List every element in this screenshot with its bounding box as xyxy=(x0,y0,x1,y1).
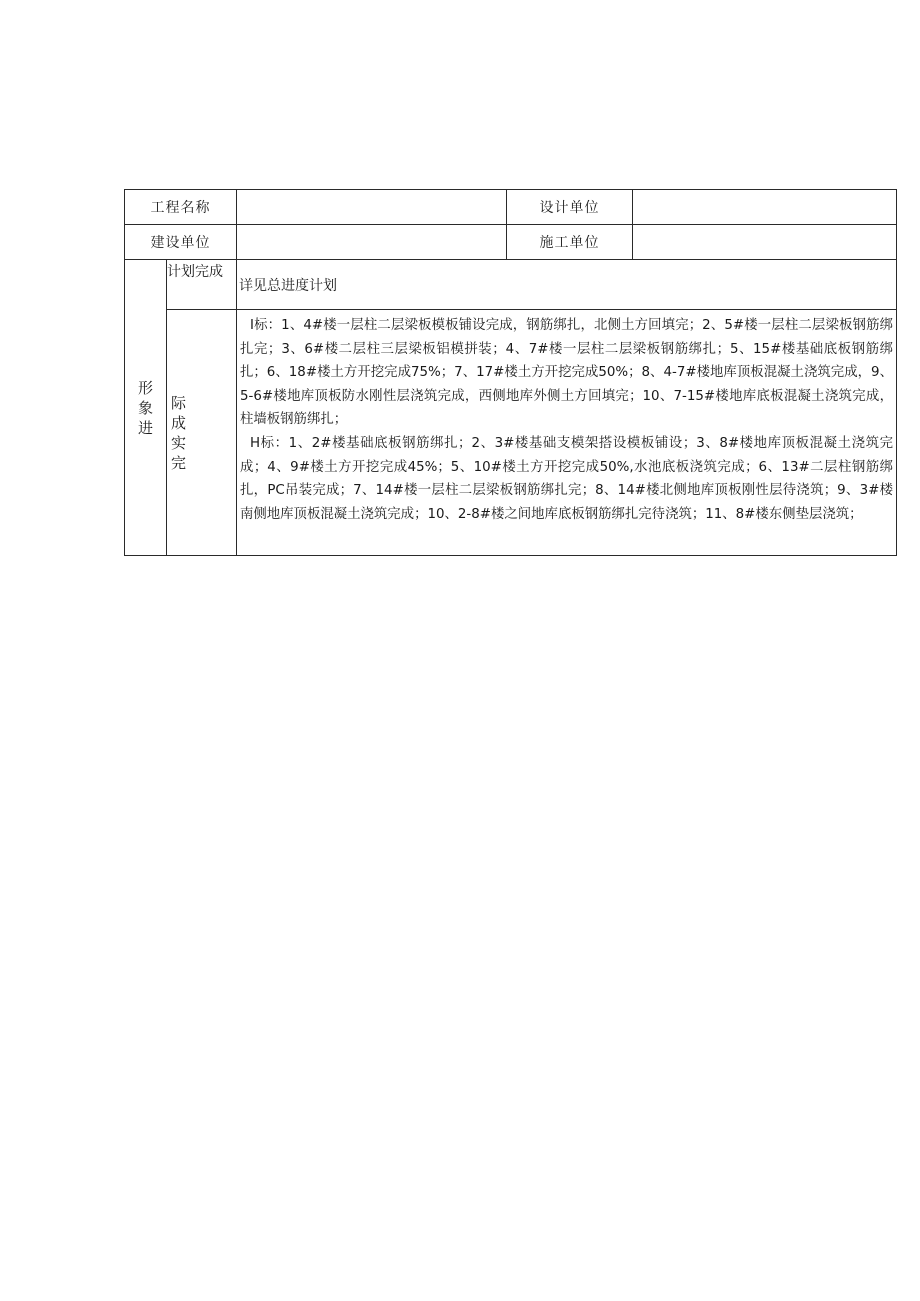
plan-label: 计划完成 xyxy=(167,260,237,310)
actual-progress-content xyxy=(237,310,897,556)
plan-row xyxy=(125,260,897,310)
progress-label: 形象进 xyxy=(138,378,154,437)
actual-label-cell xyxy=(167,310,237,556)
build-unit-label: 建设单位 xyxy=(125,225,237,260)
progress-report-table xyxy=(124,189,897,556)
actual-row xyxy=(125,310,897,556)
section-i-text: I标：1、4#楼一层柱二层梁板模板铺设完成，钢筋绑扎，北侧土方回填完；2、5#楼一层柱二层梁板钢筋绑扎完；3、6#楼二层柱三层梁板铝模拼装；4、7#楼一层柱二层梁板钢筋绑扎；5、15#楼基础底板钢筋绑扎；6、18#楼土方开挖完成75%；7、17#楼土方开挖完成50%；8、4-7#楼地库顶板混凝土浇筑完成，9、5-6#楼地库顶板防水刚性层浇筑完成，西侧地库外侧土方回填完；10、7-15#楼地库底板混凝土浇筑完成，柱墙板钢筋绑扎； xyxy=(240,318,893,428)
build-unit-value[interactable] xyxy=(237,225,507,260)
design-unit-label: 设计单位 xyxy=(507,190,633,225)
construction-unit-value[interactable] xyxy=(633,225,897,260)
plan-text: 详见总进度计划 xyxy=(237,260,897,310)
design-unit-value[interactable] xyxy=(633,190,897,225)
project-name-value[interactable] xyxy=(237,190,507,225)
actual-label: 际成实完 xyxy=(171,393,187,472)
construction-unit-label: 施工单位 xyxy=(507,225,633,260)
project-name-label: 工程名称 xyxy=(125,190,237,225)
project-row xyxy=(125,190,897,225)
unit-row xyxy=(125,225,897,260)
progress-label-cell xyxy=(125,260,167,556)
section-h-text: H标：1、2#楼基础底板钢筋绑扎；2、3#楼基础支模架搭设模板铺设；3、8#楼地库顶板混凝土浇筑完成；4、9#楼土方开挖完成45%；5、10#楼土方开挖完成50%,水池底板浇筑完成；6、13#二层柱钢筋绑扎，PC吊装完成；7、14#楼一层柱二层梁板钢筋绑扎完；8、14#楼北侧地库顶板刚性层待浇筑；9、3#楼南侧地库顶板混凝土浇筑完成；10、2-8#楼之间地库底板钢筋绑扎完待浇筑；11、8#楼东侧垫层浇筑； xyxy=(240,435,893,522)
